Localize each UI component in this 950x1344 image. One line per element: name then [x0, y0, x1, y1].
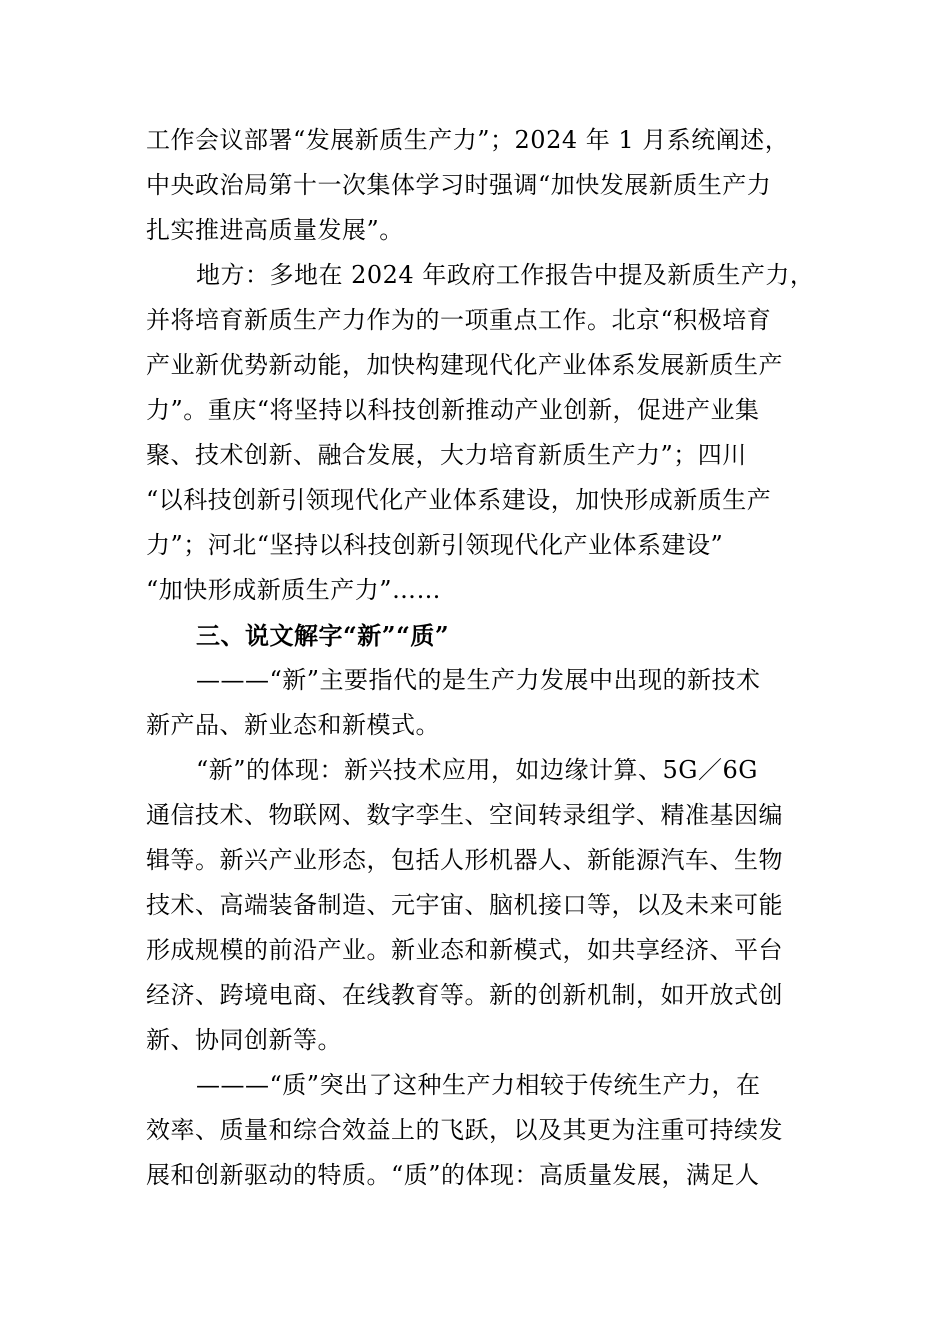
paragraph-line: 扎实推进高质量发展”。 — [146, 216, 404, 244]
paragraph-line: “以科技创新引领现代化产业体系建设，加快形成新质生产 — [146, 486, 772, 514]
paragraph-line: 效率、质量和综合效益上的飞跃，以及其更为注重可持续发 — [146, 1116, 783, 1144]
paragraph-line: 技术、高端装备制造、元宇宙、脑机接口等，以及未来可能 — [146, 891, 783, 919]
paragraph-line: 通信技术、物联网、数字孪生、空间转录组学、精准基因编 — [146, 801, 783, 829]
paragraph-line: 经济、跨境电商、在线教育等。新的创新机制，如开放式创 — [146, 981, 783, 1009]
paragraph-line: ———“质”突出了这种生产力相较于传统生产力，在 — [196, 1071, 761, 1099]
paragraph-line: 辑等。新兴产业形态，包括人形机器人、新能源汽车、生物 — [146, 846, 783, 874]
document-body — [146, 118, 815, 1198]
paragraph-line: 新、协同创新等。 — [146, 1026, 342, 1054]
paragraph-line: 产业新优势新动能，加快构建现代化产业体系发展新质生产 — [146, 351, 783, 379]
paragraph-line: 工作会议部署“发展新质生产力”；2024 年 1 月系统阐述， — [146, 126, 790, 154]
paragraph-line: 展和创新驱动的特质。“质”的体现：高质量发展，满足人 — [146, 1161, 760, 1189]
paragraph-line: 新产品、新业态和新模式。 — [146, 711, 440, 739]
paragraph-line: 形成规模的前沿产业。新业态和新模式，如共享经济、平台 — [146, 936, 783, 964]
paragraph-line: 地方：多地在 2024 年政府工作报告中提及新质生产力， — [196, 261, 815, 289]
paragraph-line: 并将培育新质生产力作为的一项重点工作。北京“积极培育 — [146, 306, 772, 334]
paragraph-line: ———“新”主要指代的是生产力发展中出现的新技术 — [196, 666, 761, 694]
paragraph-line: 力”。重庆“将坚持以科技创新推动产业创新，促进产业集 — [146, 396, 760, 424]
paragraph-line: 中央政治局第十一次集体学习时强调“加快发展新质生产力 — [146, 171, 772, 199]
paragraph-line: 聚、技术创新、融合发展，大力培育新质生产力”；四川 — [146, 441, 747, 469]
section-heading: 三、说文解字“新”“质” — [196, 621, 450, 650]
paragraph-line: “新”的体现：新兴技术应用，如边缘计算、5G／6G — [196, 756, 758, 784]
paragraph-line: “加快形成新质生产力”…… — [146, 576, 442, 604]
paragraph-line: 力”；河北“坚持以科技创新引领现代化产业体系建设” — [146, 531, 724, 559]
